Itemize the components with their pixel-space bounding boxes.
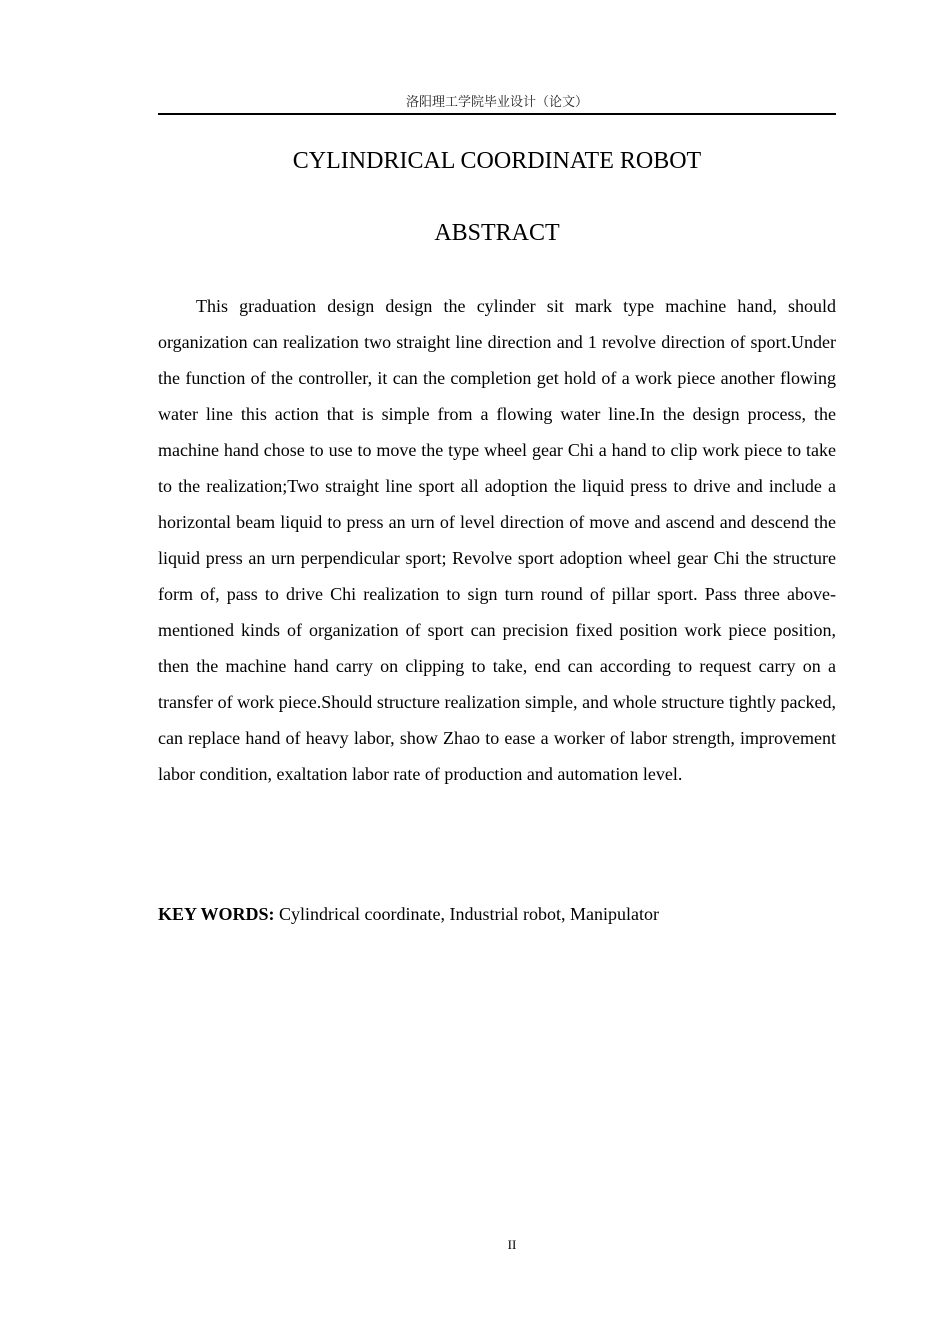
abstract-heading: ABSTRACT — [434, 220, 560, 246]
abstract-body: This graduation design design the cylinder sit mark type machine hand, should organization can realization two straight line direction and 1 revolve direction of sport.Under the function of the controller, it can the completion get hold of a work piece another flowing water line this action that is simple from a flowing water line.In the design process, the machine hand chose to use to move the type wheel gear Chi a hand to clip work piece to take to the realization;Two straight line sport all adoption the liquid press to drive and include a horizontal beam liquid to press an urn of level direction of move and ascend and descend the liquid press an urn perpendicular sport; Revolve sport adoption wheel gear Chi the structure form of, pass to drive Chi realization to sign turn round of pillar sport. Pass three above-mentioned kinds of organization of sport can precision fixed position work piece position, then the machine hand carry on clipping to take, end can according to request carry on a transfer of work piece.Should structure realization simple, and whole structure tightly packed, can replace hand of heavy labor, show Zhao to ease a worker of labor strength, improvement labor condition, exaltation labor rate of production and automation level. — [158, 296, 836, 784]
keywords-line — [158, 899, 836, 929]
running-header: 洛阳理工学院毕业设计（论文） — [405, 95, 588, 110]
header-rule — [158, 113, 836, 115]
document-title: CYLINDRICAL COORDINATE ROBOT — [292, 148, 702, 174]
keywords-label: KEY WORDS: — [158, 904, 275, 924]
page-number: II — [507, 1237, 517, 1252]
keywords-text: Cylindrical coordinate, Industrial robot, Manipulator — [274, 904, 659, 924]
